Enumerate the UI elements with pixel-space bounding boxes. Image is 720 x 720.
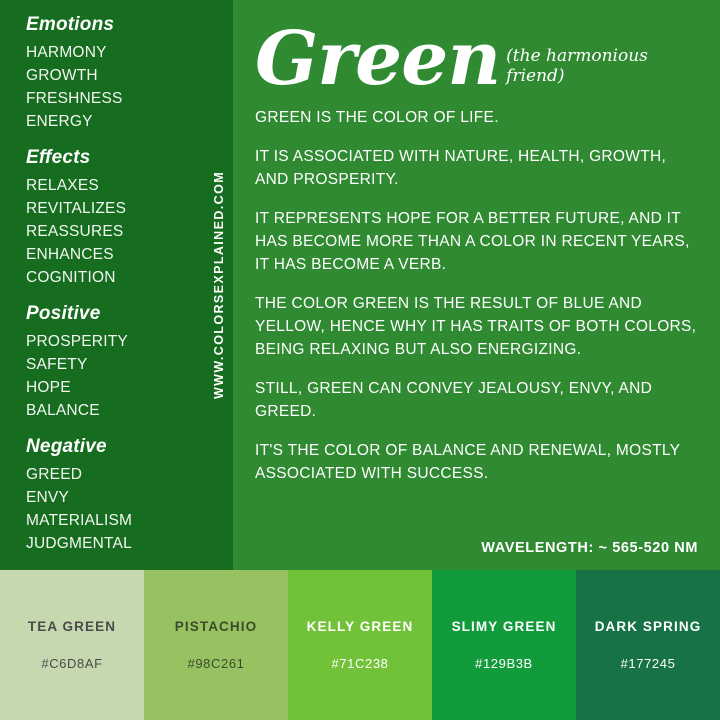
main-content bbox=[233, 0, 720, 570]
page-subtitle: (the harmonious friend) bbox=[506, 46, 648, 86]
description-paragraph: GREEN IS THE COLOR OF LIFE. bbox=[255, 109, 499, 126]
group-title: Negative bbox=[26, 436, 107, 457]
group-title: Emotions bbox=[26, 14, 115, 35]
group-item: GREED bbox=[26, 466, 83, 483]
description-paragraph: IT IS ASSOCIATED WITH NATURE, HEALTH, GROWTH, AND PROSPERITY. bbox=[255, 148, 667, 188]
group-item: RELAXES bbox=[26, 177, 99, 194]
attributes-sidebar bbox=[0, 0, 205, 570]
attribute-group bbox=[26, 436, 205, 555]
swatch-name: TEA GREEN bbox=[27, 619, 117, 634]
color-swatch bbox=[576, 570, 720, 720]
swatch-hex: #71C238 bbox=[331, 656, 389, 671]
group-item: ENERGY bbox=[26, 113, 93, 130]
swatch-hex: #177245 bbox=[620, 656, 676, 671]
color-swatch bbox=[144, 570, 288, 720]
group-item: BALANCE bbox=[26, 402, 100, 419]
color-swatch bbox=[288, 570, 432, 720]
group-item: GROWTH bbox=[26, 67, 98, 84]
wavelength-label: WAVELENGTH: ~ 565-520 NM bbox=[481, 540, 698, 556]
group-item: PROSPERITY bbox=[26, 333, 128, 350]
description-paragraph: THE COLOR GREEN IS THE RESULT OF BLUE AND YELLOW, HENCE WHY IT HAS TRAITS OF BOTH COLORS, BEING RELAXING BUT ALSO ENERGIZING. bbox=[255, 295, 697, 358]
group-item: REASSURES bbox=[26, 223, 124, 240]
group-title: Positive bbox=[26, 303, 101, 324]
group-item: MATERIALISM bbox=[26, 512, 133, 529]
color-swatch bbox=[0, 570, 144, 720]
attribute-group bbox=[26, 14, 205, 133]
website-url: WWW.COLORSEXPLAINED.COM bbox=[212, 170, 226, 400]
title-row bbox=[255, 16, 698, 102]
swatch-name: DARK SPRING bbox=[594, 619, 702, 634]
swatch-name: SLIMY GREEN bbox=[451, 619, 557, 634]
group-item: HOPE bbox=[26, 379, 71, 396]
group-item: ENHANCES COGNITION bbox=[26, 246, 116, 286]
page-title: Green bbox=[255, 16, 501, 102]
group-item: SAFETY bbox=[26, 356, 88, 373]
group-item: HARMONY bbox=[26, 44, 107, 61]
swatch-name: PISTACHIO bbox=[174, 619, 258, 634]
swatch-hex: #C6D8AF bbox=[41, 656, 103, 671]
swatch-hex: #129B3B bbox=[475, 656, 533, 671]
group-item: ENVY bbox=[26, 489, 70, 506]
swatch-hex: #98C261 bbox=[187, 656, 245, 671]
website-strip bbox=[205, 0, 233, 570]
group-title: Effects bbox=[26, 147, 91, 168]
description-paragraph: IT REPRESENTS HOPE FOR A BETTER FUTURE, AND IT HAS BECOME MORE THAN A COLOR IN RECENT YEARS, IT HAS BECOME A VERB. bbox=[255, 210, 690, 273]
attribute-group bbox=[26, 303, 205, 422]
group-item: JUDGMENTAL bbox=[26, 535, 132, 552]
attribute-group bbox=[26, 147, 205, 289]
color-swatch bbox=[432, 570, 576, 720]
swatch-name: KELLY GREEN bbox=[306, 619, 414, 634]
group-item: REVITALIZES bbox=[26, 200, 127, 217]
group-item: FRESHNESS bbox=[26, 90, 123, 107]
palette-strip bbox=[0, 570, 720, 720]
description-paragraph: STILL, GREEN CAN CONVEY JEALOUSY, ENVY, AND GREED. bbox=[255, 380, 653, 420]
description-paragraph: IT'S THE COLOR OF BALANCE AND RENEWAL, MOSTLY ASSOCIATED WITH SUCCESS. bbox=[255, 442, 680, 482]
